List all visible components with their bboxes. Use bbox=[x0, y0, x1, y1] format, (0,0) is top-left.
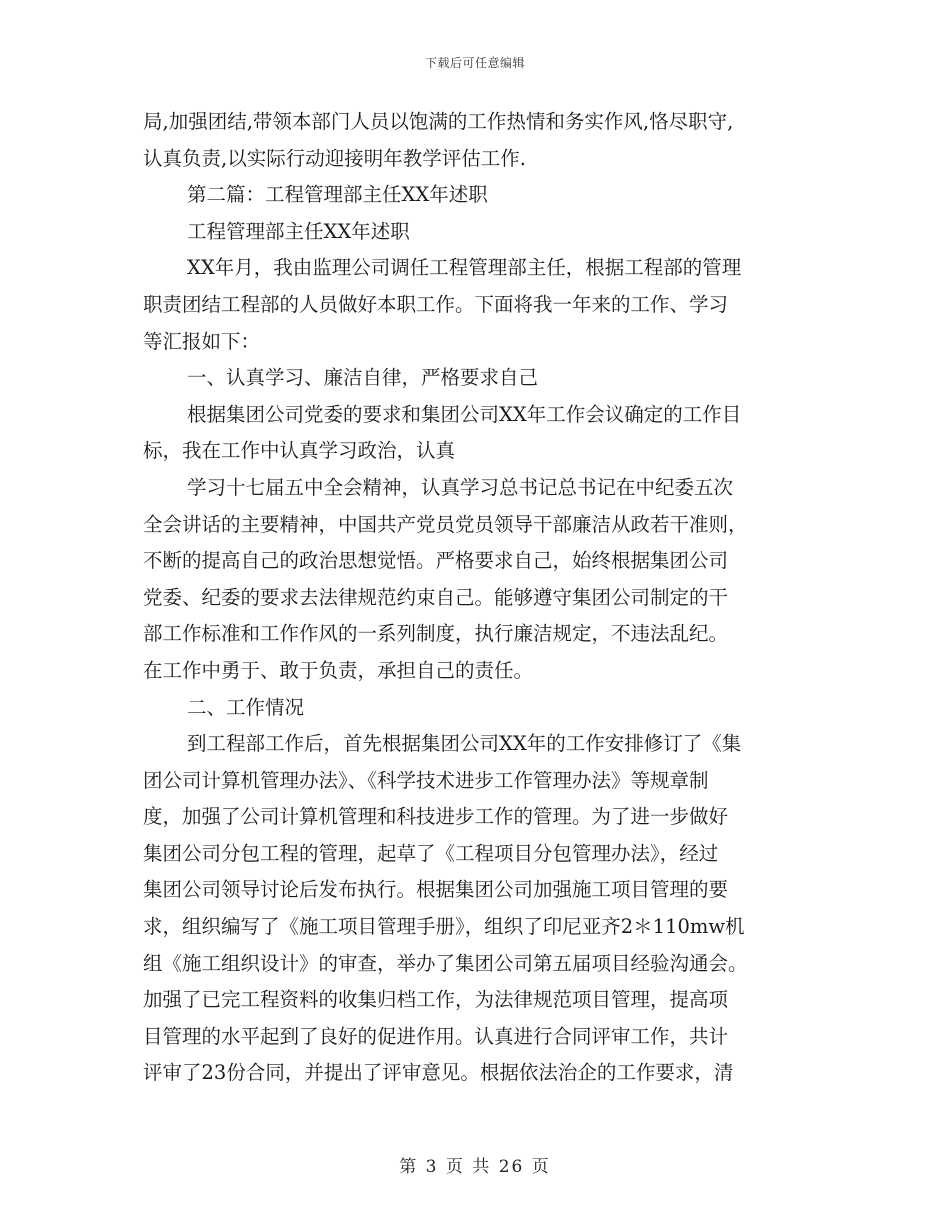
document-body bbox=[143, 104, 811, 1092]
section-title-part-two: 第二篇：工程管理部主任XX年述职 bbox=[187, 183, 488, 207]
text-line-2: 认真负责,以实际行动迎接明年教学评估工作. bbox=[143, 146, 526, 170]
page-footer: 第 3 页 共 26 页 bbox=[399, 1157, 551, 1177]
text-line-13: 不断的提高自己的政治思想觉悟。严格要求自己，始终根据集团公司 bbox=[143, 549, 729, 573]
page-header: 下载后可任意编辑 bbox=[424, 56, 525, 70]
text-line-18: 到工程部工作后，首先根据集团公司XX年的工作安排修订了《集 bbox=[187, 732, 742, 756]
text-line-22: 集团公司领导讨论后发布执行。根据集团公司加强施工项目管理的要 bbox=[143, 878, 729, 902]
text-line-9: 根据集团公司党委的要求和集团公司XX年工作会议确定的工作目 bbox=[187, 402, 742, 426]
text-line-12: 全会讲话的主要精神，中国共产党员党员领导干部廉洁从政若干准则， bbox=[143, 512, 748, 536]
heading-two: 二、工作情况 bbox=[187, 695, 305, 719]
text-line-14: 党委、纪委的要求去法律规范约束自己。能够遵守集团公司制定的干 bbox=[143, 585, 729, 609]
text-line-5: XX年月，我由监理公司调任工程管理部主任，根据工程部的管理 bbox=[187, 256, 742, 280]
heading-one: 一、认真学习、廉洁自律，严格要求自己 bbox=[187, 366, 539, 390]
text-line-6: 职责团结工程部的人员做好本职工作。下面将我一年来的工作、学习 bbox=[143, 292, 729, 316]
text-line-20: 度，加强了公司计算机管理和科技进步工作的管理。为了进一步做好 bbox=[143, 805, 729, 829]
text-line-23: 求，组织编写了《施工项目管理手册》，组织了印尼亚齐2＊110mw机 bbox=[143, 915, 745, 939]
text-line-1: 局,加强团结,带领本部门人员以饱满的工作热情和务实作风,恪尽职守, bbox=[143, 110, 734, 133]
text-line-15: 部工作标准和工作作风的一系列制度，执行廉洁规定，不违法乱纪。 bbox=[143, 622, 729, 646]
text-line-21: 集团公司分包工程的管理，起草了《工程项目分包管理办法》，经过 bbox=[143, 841, 719, 865]
text-line-19: 团公司计算机管理办法》、《科学技术进步工作管理办法》等规章制 bbox=[143, 768, 709, 792]
text-line-10: 标，我在工作中认真学习政治，认真 bbox=[143, 439, 456, 463]
text-line-11: 学习十七届五中全会精神，认真学习总书记总书记在中纪委五次 bbox=[187, 475, 734, 499]
text-line-26: 目管理的水平起到了良好的促进作用。认真进行合同评审工作，共计 bbox=[143, 1024, 729, 1048]
text-line-24: 组《施工组织设计》的审查，举办了集团公司第五届项目经验沟通会。 bbox=[143, 951, 748, 975]
report-title: 工程管理部主任XX年述职 bbox=[187, 219, 410, 243]
text-line-27: 评审了23份合同，并提出了评审意见。根据依法治企的工作要求，清 bbox=[143, 1061, 734, 1085]
text-line-7: 等汇报如下： bbox=[143, 329, 261, 353]
text-line-25: 加强了已完工程资料的收集归档工作，为法律规范项目管理，提高项 bbox=[143, 988, 729, 1012]
text-line-16: 在工作中勇于、敢于负责，承担自己的责任。 bbox=[143, 658, 534, 682]
